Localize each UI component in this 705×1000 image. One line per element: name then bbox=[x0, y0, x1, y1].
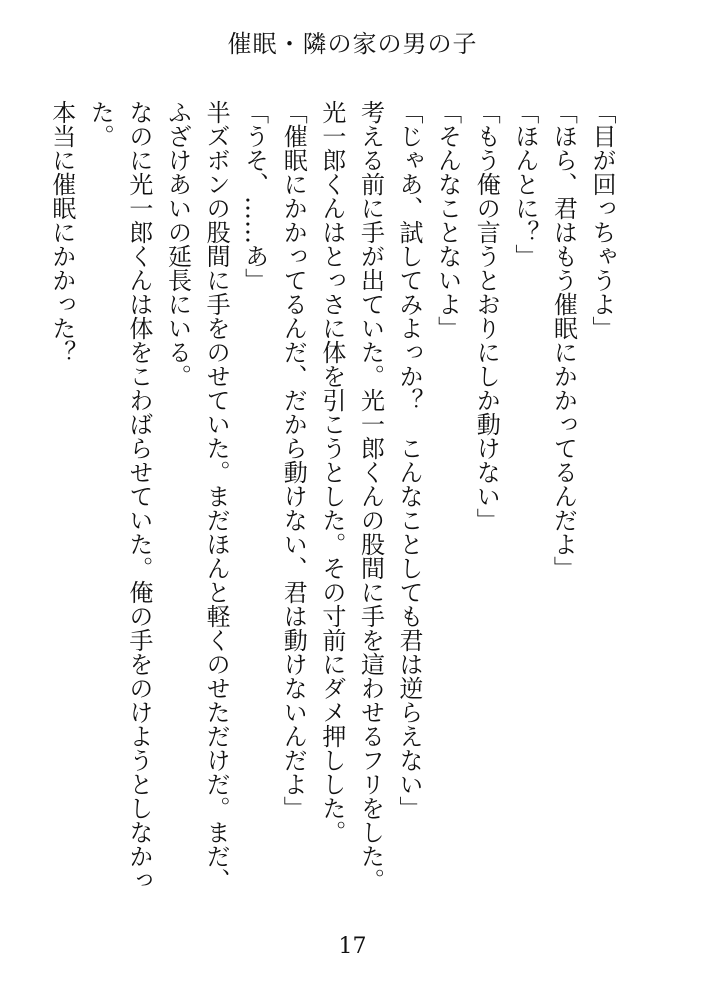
page-number: 17 bbox=[338, 934, 367, 959]
paragraph: 考える前に手が出ていた。光一郎くんの股間に手を這わせるフリをした。光一郎くんはとっさに体を引こうとした。その寸前にダメ押しした。 bbox=[317, 100, 385, 892]
paragraph: 「ほんとに？」 bbox=[510, 100, 539, 268]
paragraph: 「目が回っちゃうよ」 bbox=[588, 100, 616, 340]
paragraph: 「ほら、君はもう催眠にかかってるんだよ」 bbox=[549, 100, 578, 580]
running-header: 催眠・隣の家の男の子 bbox=[227, 30, 478, 58]
paragraph: 半ズボンの股間に手をのせていた。まだほんと軽くのせただけだ。まだ、ふざけあいの延長にいる。 bbox=[163, 100, 231, 892]
paragraph: 本当に催眠にかかった？ bbox=[47, 100, 76, 364]
paragraph: 「催眠にかかってるんだ、だから動けない、君は動けないんだよ」 bbox=[279, 100, 308, 820]
paragraph: 「そんなことないよ」 bbox=[433, 100, 462, 340]
paragraph: なのに光一郎くんは体をこわばらせていた。俺の手をのけようとしなかった。 bbox=[86, 100, 153, 892]
paragraph: 「もう俺の言うとおりにしか動けない」 bbox=[472, 100, 501, 532]
paragraph: 「うそ、……あ」 bbox=[240, 100, 269, 292]
paragraph: 「じゃあ、試してみよっか？ こんなことしても君は逆らえない」 bbox=[395, 100, 424, 820]
vertical-body-text bbox=[47, 100, 621, 910]
